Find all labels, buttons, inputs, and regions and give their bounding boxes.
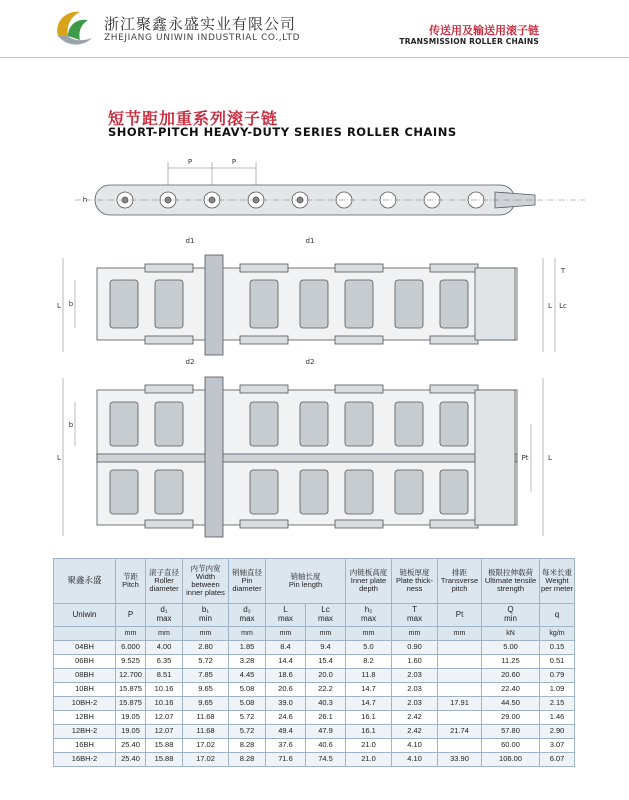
table-cell: 0.15 [540, 641, 575, 655]
header-divider [0, 57, 629, 58]
table-cell: 17.91 [438, 697, 482, 711]
page-header [0, 0, 629, 58]
table-row [54, 739, 575, 753]
chain-model-cell: 10BH-2 [54, 697, 116, 711]
table-cell: 15.4 [306, 655, 346, 669]
label-b: b [68, 300, 74, 308]
table-cell: 22.2 [306, 683, 346, 697]
section-title-cn: 短节距加重系列滚子链 [108, 109, 279, 128]
table-cell: 25.40 [116, 739, 146, 753]
table-cell: 14.7 [346, 683, 392, 697]
table-cell: 0.51 [540, 655, 575, 669]
table-cell: 20.6 [266, 683, 306, 697]
table-cell: 1.85 [229, 641, 266, 655]
col-weight-header: 每米长重 Weight per meter [540, 559, 575, 604]
table-cell: 4.10 [392, 739, 438, 753]
table-cell: 2.03 [392, 669, 438, 683]
brand-en: Uniwin [54, 604, 116, 627]
chain-model-cell: 12BH-2 [54, 725, 116, 739]
table-cell [438, 711, 482, 725]
table-cell: 20.60 [482, 669, 540, 683]
table-cell: 8.28 [229, 739, 266, 753]
label-lc: Lc [559, 302, 567, 310]
table-cell: 12.07 [146, 725, 183, 739]
table-cell: 3.28 [229, 655, 266, 669]
table-cell: 0.90 [392, 641, 438, 655]
col-pin-diameter-header: 销轴直径 Pin diameter [229, 559, 266, 604]
label-d1-b: d1 [305, 237, 315, 245]
table-cell: 2.80 [183, 641, 229, 655]
chain-model-cell: 16BH-2 [54, 753, 116, 767]
table-cell: 17.02 [183, 739, 229, 753]
company-name-cn: 浙江聚鑫永盛实业有限公司 [104, 15, 297, 33]
table-cell: 10.16 [146, 683, 183, 697]
table-cell: 49.4 [266, 725, 306, 739]
table-cell [438, 683, 482, 697]
label-t: T [560, 267, 566, 275]
table-cell: 21.74 [438, 725, 482, 739]
table-cell: 16.1 [346, 711, 392, 725]
table-cell: 5.08 [229, 683, 266, 697]
table-row [54, 669, 575, 683]
table-cell: 6.000 [116, 641, 146, 655]
label-l-a: L [57, 302, 61, 310]
col-roller-diameter-header: 滚子直径 Roller diameter [146, 559, 183, 604]
table-cell: 15.88 [146, 753, 183, 767]
table-cell: 40.3 [306, 697, 346, 711]
col-width-header: 内节内宽 Width between inner plates [183, 559, 229, 604]
table-cell: 29.00 [482, 711, 540, 725]
table-cell: 8.28 [229, 753, 266, 767]
col-plate-depth-header: 内链板高度 Inner plate depth [346, 559, 392, 604]
table-cell: 8.2 [346, 655, 392, 669]
table-cell: 1.60 [392, 655, 438, 669]
brand-cn: 聚鑫永盛 [54, 559, 116, 604]
table-cell: 2.15 [540, 697, 575, 711]
table-cell: 17.02 [183, 753, 229, 767]
label-p2: P [231, 158, 237, 166]
table-cell: 2.42 [392, 725, 438, 739]
table-cell: 5.08 [229, 697, 266, 711]
table-cell: 40.6 [306, 739, 346, 753]
col-plate-thickness-header: 链板厚度 Plate thick-ness [392, 559, 438, 604]
table-cell: 8.51 [146, 669, 183, 683]
table-cell: 8.4 [266, 641, 306, 655]
table-cell: 5.00 [482, 641, 540, 655]
table-cell: 1.09 [540, 683, 575, 697]
table-cell: 11.25 [482, 655, 540, 669]
table-cell: 16.1 [346, 725, 392, 739]
table-cell: 22.40 [482, 683, 540, 697]
table-cell: 9.525 [116, 655, 146, 669]
table-cell: 20.0 [306, 669, 346, 683]
chain-model-cell: 04BH [54, 641, 116, 655]
table-cell: 2.90 [540, 725, 575, 739]
table-cell: 12.07 [146, 711, 183, 725]
table-row [54, 641, 575, 655]
units-row: mm mm mm mm mm mm mm mm mm kN kg/m [54, 627, 575, 641]
product-category-cn: 传送用及输送用滚子链 [429, 24, 539, 37]
section-title-en: SHORT-PITCH HEAVY-DUTY SERIES ROLLER CHAINS [108, 125, 457, 139]
table-cell: 60.00 [482, 739, 540, 753]
label-l-c: L [57, 454, 61, 462]
table-cell: 19.05 [116, 711, 146, 725]
label-b2: b [68, 421, 74, 429]
table-row [54, 711, 575, 725]
table-cell: 1.46 [540, 711, 575, 725]
table-cell: 11.68 [183, 711, 229, 725]
table-cell: 44.50 [482, 697, 540, 711]
col-pin-length-header: 销轴长度 Pin length [266, 559, 346, 604]
table-cell: 57.80 [482, 725, 540, 739]
table-cell: 6.35 [146, 655, 183, 669]
table-cell: 106.00 [482, 753, 540, 767]
table-cell: 12.700 [116, 669, 146, 683]
company-name-en: ZHEJIANG UNIWIN INDUSTRIAL CO.,LTD [104, 33, 301, 43]
table-cell: 71.6 [266, 753, 306, 767]
label-l-b: L [548, 302, 552, 310]
table-cell: 5.72 [183, 655, 229, 669]
table-cell: 33.90 [438, 753, 482, 767]
label-d2-a: d2 [185, 358, 195, 366]
chain-model-cell: 10BH [54, 683, 116, 697]
table-cell: 21.0 [346, 739, 392, 753]
double-strand-top-view [97, 377, 517, 537]
table-cell [438, 655, 482, 669]
product-category-en: TRANSMISSION ROLLER CHAINS [399, 37, 539, 46]
label-d1-a: d1 [185, 237, 195, 245]
table-cell: 3.07 [540, 739, 575, 753]
chain-model-cell: 12BH [54, 711, 116, 725]
table-row [54, 683, 575, 697]
table-row [54, 753, 575, 767]
spec-table: 聚鑫永盛 节距 Pitch 滚子直径 Roller diameter 内节内宽 Width between inner plates 销轴直径 Pin diameter 销轴长度 Pin length 内链板高度 Inner plate depth 链板厚度 Plate thick-ness 排距 Transverse pitch 极限拉伸载荷 Ultimate tensile strength 每米长重 Weight per meter Uniwin P d₁ max b₁ min d₂ max L max Lc max h₂ max T max Pt Q min q mm mm mm mm mm mm mm mm mm kN kg/m 04BH 6.000 4.00 2.80 1.85 8.4 9.4 5.0 0.90 5.00 0.15 06BH 9.525 6.35 5.72 3.28 14.4 15.4 8.2 1.60 11.25 0.51 08BH 12.700 8.51 7.85 4.45 18.6 20.0 11.8 2.03 20.60 0.79 10BH 15.875 10.16 9.65 5.08 20.6 22.2 14.7 2.03 22.40 1.09 10BH-2 15.875 10.16 9.65 5.08 39.0 40.3 14.7 2.03 17.91 44.50 2.15 12BH 19.05 12.07 11.68 5.72 24.6 26.1 16.1 2.42 29.00 1.46 12BH-2 19.05 12.07 11.68 5.72 49.4 47.9 16.1 2.42 21.74 57.80 2.90 16BH 25.40 15.88 17.02 8.28 37.6 40.6 21.0 4.10 60.00 3.07 16BH-2 25.40 15.88 17.02 8.28 71.6 74.5 21.0 4.10 33.90 106.00 6.07 [53, 558, 575, 767]
label-l-d: L [548, 454, 552, 462]
table-cell: 74.5 [306, 753, 346, 767]
table-cell: 9.4 [306, 641, 346, 655]
table-cell: 14.7 [346, 697, 392, 711]
table-cell [438, 641, 482, 655]
table-cell: 5.72 [229, 711, 266, 725]
table-row [54, 655, 575, 669]
table-cell: 15.875 [116, 683, 146, 697]
table-cell: 15.88 [146, 739, 183, 753]
table-cell: 10.16 [146, 697, 183, 711]
table-cell: 2.03 [392, 697, 438, 711]
table-cell: 6.07 [540, 753, 575, 767]
table-cell: 4.45 [229, 669, 266, 683]
table-cell: 4.10 [392, 753, 438, 767]
table-cell: 7.85 [183, 669, 229, 683]
table-cell: 5.0 [346, 641, 392, 655]
label-pt: Pt [521, 454, 529, 462]
table-cell: 18.6 [266, 669, 306, 683]
table-cell: 26.1 [306, 711, 346, 725]
label-d2-b: d2 [305, 358, 315, 366]
table-cell: 15.875 [116, 697, 146, 711]
table-cell: 24.6 [266, 711, 306, 725]
table-cell: 14.4 [266, 655, 306, 669]
chain-model-cell: 16BH [54, 739, 116, 753]
single-strand-top-view [97, 255, 517, 355]
chain-model-cell: 06BH [54, 655, 116, 669]
table-cell: 0.79 [540, 669, 575, 683]
table-cell: 21.0 [346, 753, 392, 767]
col-pitch-header: 节距 Pitch [116, 559, 146, 604]
table-cell: 5.72 [229, 725, 266, 739]
label-h: h [82, 196, 88, 204]
table-cell: 39.0 [266, 697, 306, 711]
table-cell: 11.8 [346, 669, 392, 683]
table-cell [438, 739, 482, 753]
label-p1: P [187, 158, 193, 166]
chain-technical-drawing [55, 140, 615, 555]
table-cell: 37.6 [266, 739, 306, 753]
table-cell: 19.05 [116, 725, 146, 739]
table-cell: 9.65 [183, 697, 229, 711]
col-tensile-header: 极限拉伸载荷 Ultimate tensile strength [482, 559, 540, 604]
table-cell: 2.42 [392, 711, 438, 725]
table-cell: 25.40 [116, 753, 146, 767]
chain-model-cell: 08BH [54, 669, 116, 683]
table-cell: 47.9 [306, 725, 346, 739]
table-cell: 2.03 [392, 683, 438, 697]
table-cell: 9.65 [183, 683, 229, 697]
col-transverse-pitch-header: 排距 Transverse pitch [438, 559, 482, 604]
table-cell: 11.68 [183, 725, 229, 739]
table-row [54, 725, 575, 739]
company-logo-icon [52, 6, 96, 50]
table-cell [438, 669, 482, 683]
table-cell: 4.00 [146, 641, 183, 655]
table-row [54, 697, 575, 711]
